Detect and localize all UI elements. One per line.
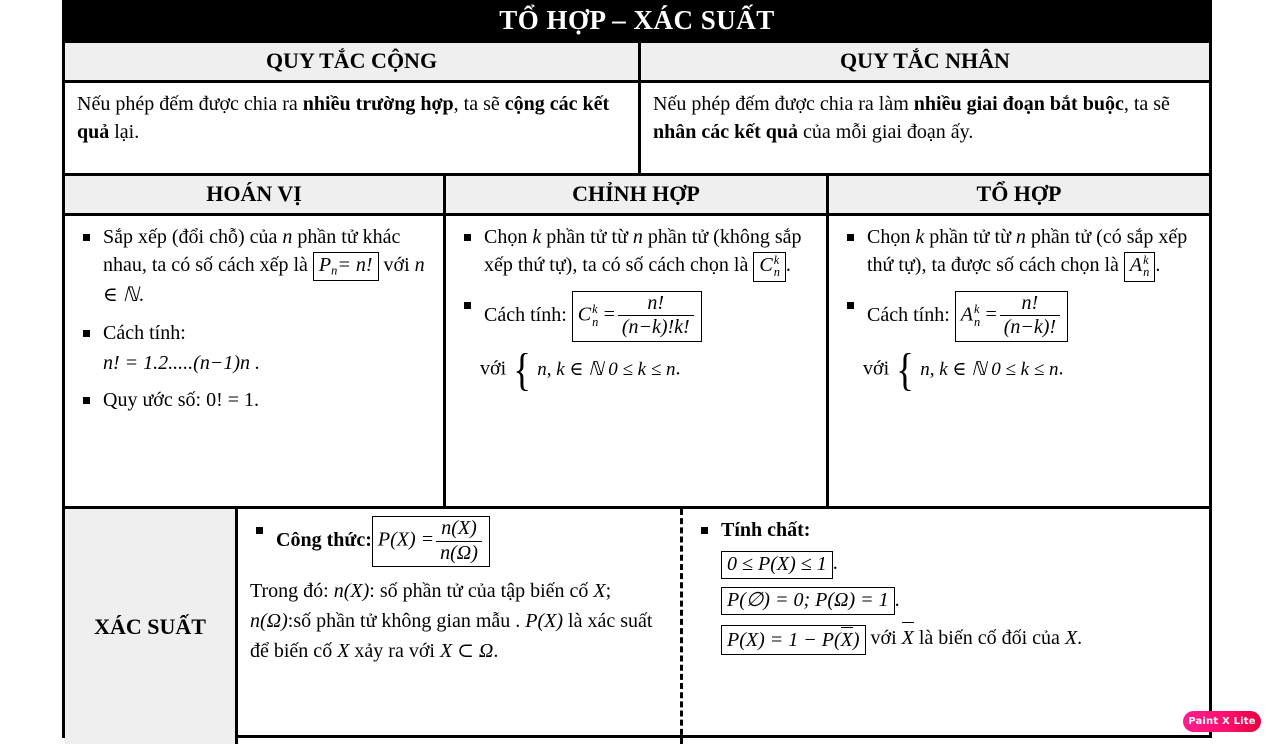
arrangement-fraction <box>618 293 694 339</box>
property-3-line <box>721 622 1197 654</box>
property-3-box <box>721 625 866 655</box>
combination-condition <box>841 343 1197 395</box>
rule-mult-t2: , ta sẽ <box>1123 93 1170 115</box>
prob-exp-1: Trong đó: <box>250 580 329 603</box>
combination-fraction <box>1000 293 1060 339</box>
prob-exp-3: ; <box>605 580 612 603</box>
perm-b2-formula: n! = 1.2.....(n−1)n . <box>103 351 260 374</box>
brace-icon: { <box>896 343 915 395</box>
perm-formula-P: P <box>318 254 332 277</box>
probability-formula-box <box>372 516 490 567</box>
arr-frac-den: (n−k)!k! <box>618 315 694 339</box>
arr-symbol-base: C <box>759 253 773 276</box>
arr-cond-1: n, k ∈ ℕ <box>537 359 604 381</box>
combination-bullet-1 <box>841 223 1197 282</box>
combination-system <box>894 343 1059 395</box>
counting-header-arrangement: CHỈNH HỢP <box>446 173 829 216</box>
combination-symbol-box <box>1124 252 1155 282</box>
property-2-end: . <box>894 588 900 611</box>
perm-formula-eq: = n! <box>337 254 373 277</box>
perm-b2-label: Cách tính: <box>103 321 186 344</box>
counting-header-combination: TỔ HỢP <box>829 173 1209 216</box>
prob-exp-nOmega: n(Ω) <box>250 610 288 633</box>
comb-with-label: với <box>863 357 890 380</box>
permutation-formula-box <box>313 252 379 281</box>
arr-formula-base: C <box>577 303 592 326</box>
comb-b1-p3: phần tử (có sắp xếp thứ tự), ta được số cách chọn là <box>867 226 1188 277</box>
paint-x-lite-watermark: Paint X Lite <box>1183 711 1261 732</box>
comb-frac-den: (n−k)! <box>1000 315 1060 339</box>
prob-exp-4: :số phần tử không gian mẫu . <box>287 610 521 633</box>
counting-header-permutation: HOÁN VỊ <box>65 173 446 216</box>
prop3-a: P(X) = 1 − P( <box>727 628 841 651</box>
arr-formula-sub: n <box>592 314 599 329</box>
arr-cond-end: . <box>675 357 681 380</box>
comb-formula-sup: k <box>973 302 980 317</box>
arr-symbol-sup: k <box>773 252 780 267</box>
counting-header-row <box>65 173 1209 216</box>
arr-b1-end: . <box>785 254 791 277</box>
comb-symbol-sub: n <box>1143 265 1150 280</box>
reference-sheet <box>62 0 1212 738</box>
rule-mult-t4: của mỗi giai đoạn ấy. <box>798 121 974 144</box>
perm-b1-b: phần tử khác nhau, ta có số cách xếp là <box>103 226 401 277</box>
perm-b3: Quy ước số: 0! = 1. <box>103 389 260 412</box>
prob-exp-nX: n(X) <box>333 580 370 603</box>
rules-body-row <box>65 83 1209 173</box>
rule-body-addition <box>65 83 641 173</box>
arr-formula-sup: k <box>592 302 598 317</box>
properties-bullet <box>695 516 1197 655</box>
arrangement-symbol-box <box>753 252 786 282</box>
comb-cond-1: n, k ∈ ℕ <box>920 359 987 381</box>
probability-row <box>65 506 1209 744</box>
page-title: TỔ HỢP – XÁC SUẤT <box>65 0 1209 40</box>
prob-frac-den: n(Ω) <box>436 541 482 565</box>
probability-section-label: XÁC SUẤT <box>65 509 238 744</box>
comb-b2-label: Cách tính: <box>867 303 950 326</box>
rule-mult-t0: Nếu phép đếm được chia ra làm <box>653 93 914 115</box>
prob-exp-6: xảy ra với <box>354 640 435 663</box>
arr-cond-2: 0 ≤ k ≤ n <box>608 359 676 381</box>
perm-b1-end: . <box>138 284 144 307</box>
probability-explanation <box>250 576 668 666</box>
permutation-bullet-3 <box>77 386 431 414</box>
permutation-bullet-1 <box>77 223 431 310</box>
arr-b1-p3: phần tử (không sắp xếp thứ tự), ta có số cách chọn là <box>484 226 802 277</box>
rule-addition-t1: nhiều trường hợp <box>302 93 454 115</box>
property-2-box: P(∅) = 0; P(Ω) = 1 <box>721 587 895 615</box>
prop-label: Tính chất: <box>721 519 811 541</box>
rule-mult-t1: nhiều giai đoạn bắt buộc <box>913 93 1124 115</box>
prop3-complement: X <box>840 628 853 651</box>
comb-b1-k: k <box>915 226 925 248</box>
rule-addition-t2: , ta sẽ <box>453 93 505 115</box>
combination-formula-box: A k n = $\frac{n!}{(n-k)!}$ <box>955 291 1068 342</box>
rules-header-row <box>65 40 1209 83</box>
arrangement-bullet-2 <box>458 291 814 342</box>
probability-properties-panel <box>683 509 1209 744</box>
perm-b1-n: n <box>282 226 293 248</box>
probability-fraction <box>436 518 482 564</box>
rule-addition-t3: cộng các kết quả <box>77 93 610 144</box>
arr-b1-k: k <box>532 226 542 248</box>
perm-b1-a: Sắp xếp (đổi chỗ) của <box>103 226 278 248</box>
perm-b1-cond: n ∈ ℕ <box>103 254 425 307</box>
perm-formula-sub: n <box>331 263 338 278</box>
prop3-X: X <box>1064 627 1078 650</box>
probability-formula-bullet <box>250 516 668 567</box>
comb-b1-p1: Chọn <box>867 226 911 248</box>
counting-body-row <box>65 216 1209 506</box>
comb-frac-num: n! <box>1021 291 1039 314</box>
permutation-cell <box>65 216 446 506</box>
rule-addition-t4: lại. <box>109 121 140 144</box>
arrangement-bullet-1 <box>458 223 814 282</box>
rule-addition-t0: Nếu phép đếm được chia ra <box>77 93 303 115</box>
property-1-line <box>721 549 1197 578</box>
arrangement-system <box>511 343 676 395</box>
prob-exp-5: là xác suất để biến cố <box>250 610 653 663</box>
arrangement-cell <box>446 216 829 506</box>
prop3-with: với <box>870 627 897 650</box>
prop3-end: . <box>1077 627 1083 650</box>
combination-cell <box>829 216 1209 506</box>
rule-header-multiplication: QUY TẮC NHÂN <box>641 40 1209 83</box>
arr-symbol-sub: n <box>773 265 780 280</box>
comb-cond-2: 0 ≤ k ≤ n <box>991 359 1059 381</box>
probability-formula-panel <box>238 509 683 744</box>
arr-with-label: với <box>480 357 507 380</box>
rule-mult-t3: nhân các kết quả <box>653 121 799 144</box>
arrangement-condition <box>458 343 814 395</box>
combination-bullet-2 <box>841 291 1197 342</box>
comb-formula-sub: n <box>973 314 981 329</box>
arr-b1-n: n <box>632 226 643 248</box>
property-1-end: . <box>832 552 838 575</box>
perm-b1-c: với <box>383 254 410 277</box>
prob-exp-sub: X ⊂ Ω <box>439 640 494 663</box>
arr-b1-p1: Chọn <box>484 226 528 248</box>
comb-b1-end: . <box>1155 254 1161 277</box>
permutation-bullet-2 <box>77 319 431 378</box>
brace-icon: { <box>513 343 532 395</box>
arrangement-formula-box: C k n = $\frac{n!}{(n-k)!k!}$ <box>572 291 702 342</box>
comb-b1-p2: phần tử từ <box>929 226 1011 248</box>
arr-frac-num: n! <box>647 291 665 314</box>
prob-exp-end: . <box>493 640 499 663</box>
property-1-box: 0 ≤ P(X) ≤ 1 <box>721 551 833 579</box>
prob-formula-lhs: P(X) = <box>377 528 435 551</box>
prob-exp-X: X <box>593 580 606 603</box>
arr-b1-p2: phần tử từ <box>546 226 628 248</box>
rule-header-addition: QUY TẮC CỘNG <box>65 40 641 83</box>
arr-b2-label: Cách tính: <box>484 303 567 326</box>
property-2-line <box>721 586 1197 615</box>
comb-cond-end: . <box>1058 357 1064 380</box>
comb-symbol-sup: k <box>1143 252 1149 267</box>
prob-frac-num: n(X) <box>441 517 477 539</box>
comb-formula-base: A <box>960 303 973 326</box>
prob-formula-label: Công thức: <box>276 529 372 552</box>
prob-exp-X2: X <box>337 640 350 663</box>
prop3-complement-2: X <box>902 622 914 652</box>
comb-symbol-base: A <box>1129 253 1143 276</box>
prob-exp-2: : số phần tử của tập biến cố <box>369 580 589 603</box>
prop3-tail: là biến cố đối của <box>918 627 1060 650</box>
comb-b1-n: n <box>1015 226 1026 248</box>
prop3-b: ) <box>852 628 860 651</box>
rule-body-multiplication <box>641 83 1209 173</box>
arr-symbol-indices <box>774 254 780 279</box>
prob-exp-PX: P(X) <box>525 610 564 633</box>
comb-symbol-indices <box>1143 254 1149 279</box>
